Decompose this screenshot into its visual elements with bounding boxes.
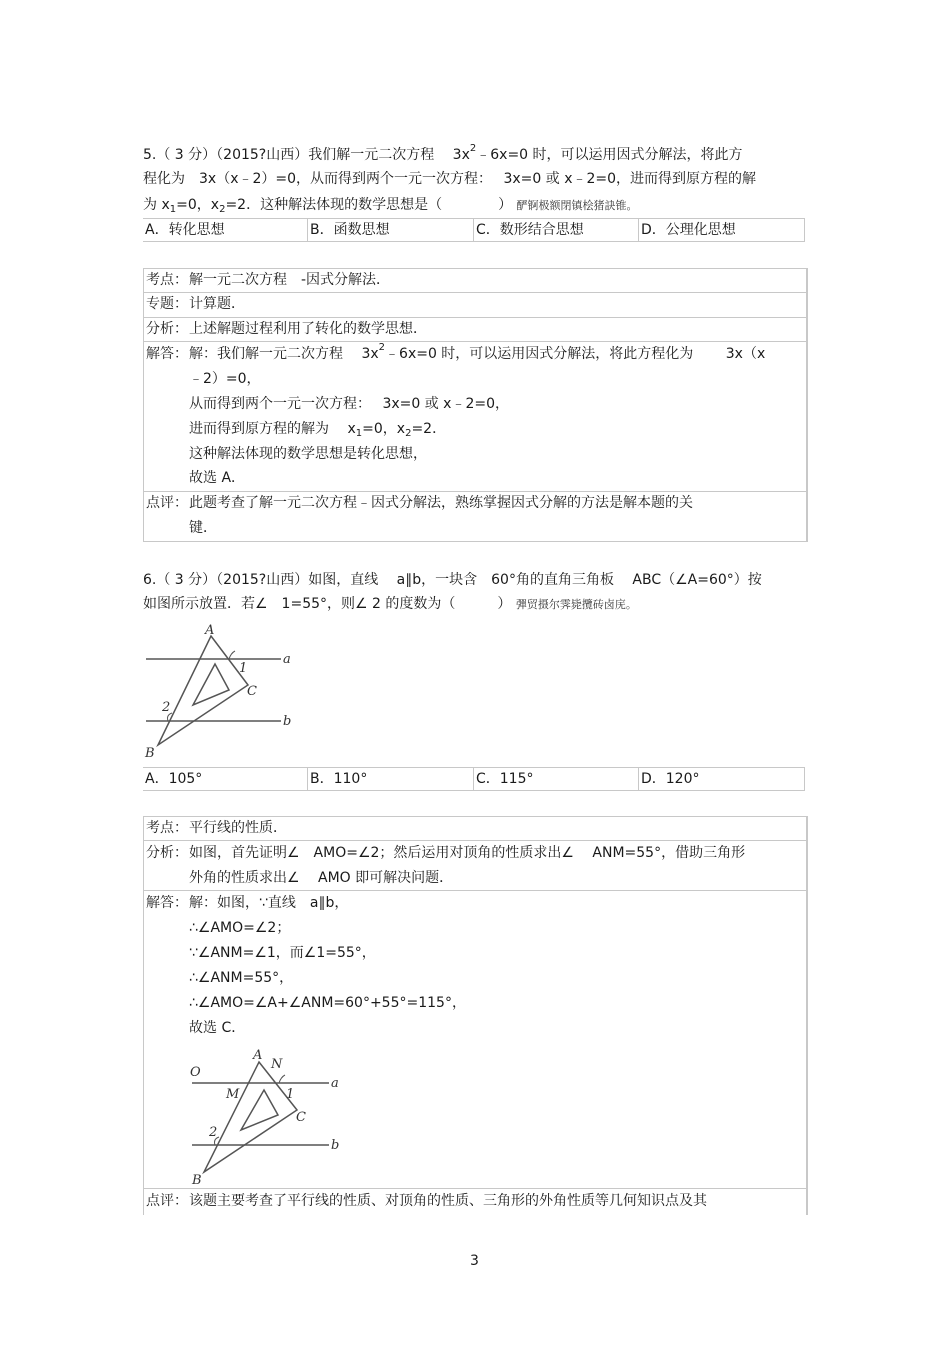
q5-jieda-line1 xyxy=(189,342,766,365)
label-B: B xyxy=(192,1173,202,1187)
q5-jieda-line5: 这种解法体现的数学思想是转化思想， xyxy=(189,446,427,462)
q6-jieda-line6: 故选 C． xyxy=(189,1020,246,1036)
q5-dianping-line1: 此题考查了解一元二次方程﹣因式分解法，熟练掌握因式分解的方法是解本题的关 xyxy=(189,495,693,511)
label-2: 2 xyxy=(209,1125,218,1140)
q5-fenxi-label: 分析： xyxy=(146,321,188,337)
q5-dianping-line2: 键． xyxy=(189,520,217,536)
label-A: A xyxy=(253,1048,263,1063)
row-divider xyxy=(144,1188,806,1189)
divider xyxy=(638,768,639,790)
label-A: A xyxy=(205,623,215,638)
q6-dianping-label: 点评： xyxy=(146,1193,188,1209)
q6-option-b[interactable]: B．110° xyxy=(310,771,368,787)
q6-jieda-label: 解答： xyxy=(146,895,188,911)
q5-line3-sub1: 1 xyxy=(169,204,177,215)
label-a: a xyxy=(283,652,291,667)
label-b: b xyxy=(283,714,292,729)
q5-line3-c: =2．这种解法体现的数学思想是（ ） xyxy=(225,197,513,213)
label-B: B xyxy=(145,746,155,760)
q5-options xyxy=(143,218,805,242)
q5-zhuanti: 计算题． xyxy=(189,296,245,312)
triangle-abc xyxy=(204,1062,297,1172)
q6-dianping-line1: 该题主要考查了平行线的性质、对顶角的性质、三角形的外角性质等几何知识点及其 xyxy=(189,1193,707,1209)
divider xyxy=(473,219,474,241)
q5-line2: 程化为 3x（x﹣2）=0，从而得到两个一元一次方程： 3x=0 或 x﹣2=0，进而得到原方程的解 xyxy=(143,171,757,187)
label-C: C xyxy=(296,1110,306,1125)
row-divider xyxy=(144,890,806,891)
q5-jieda-line4 xyxy=(189,420,446,440)
q5-fenxi: 上述解题过程利用了转化的数学思想． xyxy=(189,321,427,337)
q5-kaodian-label: 考点： xyxy=(146,272,188,288)
q6-solution-figure xyxy=(189,1042,349,1187)
q5-answer-box xyxy=(143,268,808,542)
q5-jieda-l4a: 进而得到原方程的解为 x xyxy=(189,421,356,437)
divider xyxy=(307,219,308,241)
q6-line1: 6.（ 3 分）（2015?山西）如图，直线 a∥b，一块含 60°角的直角三角板 ABC（∠A=60°）按 xyxy=(143,572,762,588)
label-N: N xyxy=(271,1057,283,1072)
page-number: 3 xyxy=(470,1253,479,1269)
row-divider xyxy=(144,341,806,342)
q5-jieda-line3: 从而得到两个一元一次方程： 3x=0 或 x﹣2=0， xyxy=(189,396,510,412)
q5-watermark: 酽锕极额閉镇桧猪訣锥。 xyxy=(516,199,638,212)
q5-line3-b: =0，x xyxy=(176,197,220,213)
q5-jieda-sub2: 2 xyxy=(405,428,412,439)
label-a: a xyxy=(331,1076,339,1091)
q5-line1 xyxy=(143,143,743,166)
q5-jieda-line2: ﹣2）=0， xyxy=(189,371,261,387)
row-divider xyxy=(144,840,806,841)
q5-line3-a: 为 x xyxy=(143,197,170,213)
inner-triangle xyxy=(241,1090,278,1130)
q6-answer-box xyxy=(143,816,808,1215)
q5-jieda-label: 解答： xyxy=(146,346,188,362)
q6-jieda-line2: ∴∠AMO=∠2； xyxy=(189,920,291,936)
label-2: 2 xyxy=(162,700,171,715)
q5-jieda-l1a: 解：我们解一元二次方程 3x xyxy=(189,346,379,362)
label-1: 1 xyxy=(286,1087,295,1102)
q5-jieda-sup: 2 xyxy=(378,342,386,353)
q6-fenxi-line2: 外角的性质求出∠ AMO 即可解决问题． xyxy=(189,870,454,886)
q5-line1-text: 5.（ 3 分）（2015?山西）我们解一元二次方程 3x xyxy=(143,147,470,163)
divider xyxy=(307,768,308,790)
divider xyxy=(804,768,805,790)
q5-option-d[interactable]: D．公理化思想 xyxy=(641,222,736,238)
q6-watermark: 彈贸摄尔霁毙攬砖卤庑。 xyxy=(515,598,637,611)
q6-kaodian: 平行线的性质． xyxy=(189,820,287,836)
angle1-arc xyxy=(279,1075,285,1083)
q6-options xyxy=(143,767,805,791)
q5-jieda-l4b: =0，x xyxy=(362,421,406,437)
q6-figure xyxy=(143,620,303,760)
row-divider xyxy=(144,292,806,293)
label-C: C xyxy=(247,684,257,699)
q5-option-b[interactable]: B．函数思想 xyxy=(310,222,390,238)
q5-line1-rest: ﹣6x=0 时，可以运用因式分解法，将此方 xyxy=(476,147,743,163)
q5-jieda-line6: 故选 A． xyxy=(189,470,246,486)
q6-jieda-line3: ∵∠ANM=∠1，而∠1=55°， xyxy=(189,945,376,961)
q6-option-c[interactable]: C．115° xyxy=(476,771,534,787)
angle1-arc xyxy=(229,651,235,659)
q5-line1-sup: 2 xyxy=(469,143,477,154)
q6-option-a[interactable]: A．105° xyxy=(145,771,203,787)
label-M: M xyxy=(226,1087,240,1102)
q6-fenxi-line1: 如图，首先证明∠ AMO=∠2；然后运用对顶角的性质求出∠ ANM=55°，借助三角形 xyxy=(189,845,746,861)
q6-jieda-line5: ∴∠AMO=∠A+∠ANM=60°+55°=115°， xyxy=(189,995,466,1011)
q6-option-d[interactable]: D．120° xyxy=(641,771,700,787)
q6-line2-text: 如图所示放置．若∠ 1=55°，则∠ 2 的度数为（ ） xyxy=(143,596,512,612)
q5-line3-sub2: 2 xyxy=(219,204,226,215)
q5-zhuanti-label: 专题： xyxy=(146,296,188,312)
inner-triangle xyxy=(193,664,229,705)
row-divider xyxy=(144,317,806,318)
label-O: O xyxy=(190,1065,201,1080)
q5-option-c[interactable]: C．数形结合思想 xyxy=(476,222,584,238)
q6-fenxi-label: 分析： xyxy=(146,845,188,861)
q6-line2 xyxy=(143,595,637,614)
divider xyxy=(638,219,639,241)
q5-dianping-label: 点评： xyxy=(146,495,188,511)
q5-jieda-l1b: ﹣6x=0 时，可以运用因式分解法，将此方程化为 3x（x xyxy=(385,346,766,362)
label-1: 1 xyxy=(239,661,248,676)
q5-kaodian: 解一元二次方程 -因式分解法． xyxy=(189,272,391,288)
q5-jieda-l4c: =2． xyxy=(411,421,447,437)
divider xyxy=(804,219,805,241)
q6-jieda-line4: ∴∠ANM=55°， xyxy=(189,970,294,986)
q5-option-a[interactable]: A．转化思想 xyxy=(145,222,225,238)
q6-jieda-line1: 解：如图，∵直线 a∥b， xyxy=(189,895,349,911)
divider xyxy=(473,768,474,790)
q5-line3 xyxy=(143,196,638,216)
label-b: b xyxy=(331,1138,340,1153)
q6-kaodian-label: 考点： xyxy=(146,820,188,836)
row-divider xyxy=(144,491,806,492)
triangle-abc xyxy=(158,636,248,745)
q5-jieda-sub1: 1 xyxy=(355,428,363,439)
